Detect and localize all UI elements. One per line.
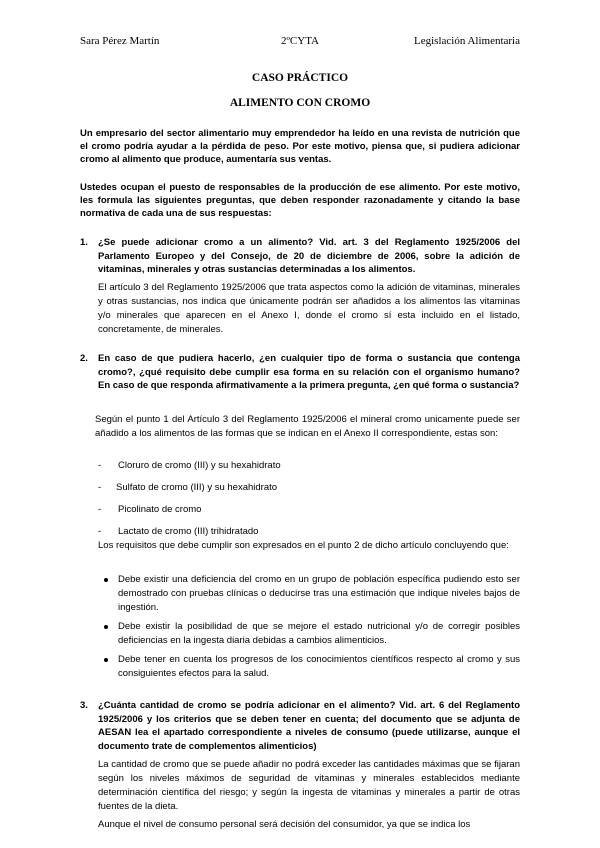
question-3: [80, 699, 520, 753]
answer-2: Según el punto 1 del Artículo 3 del Reglamento 1925/2006 el mineral cromo unicamente puede ser añadido a los alimentos de las formas que se indican en el Anexo II correspondiente, estas son:: [95, 414, 520, 439]
list-item: [98, 526, 518, 539]
question-number: 3.: [80, 700, 88, 711]
list-item: [98, 482, 518, 495]
question-number: 2.: [80, 353, 88, 364]
bullet-dot: [104, 578, 108, 582]
requirement-text: Debe existir la posibilidad de que se mejore el estado nutricional y/o de corregir posibles deficiencias en la ingesta diaria debidas a cambios alimenticios.: [118, 621, 520, 646]
list-dash: -: [98, 526, 102, 537]
requirement-bullet: [98, 620, 520, 648]
list-item-text: Picolinato de cromo: [118, 504, 202, 515]
requirements-intro: Los requisitos que debe cumplir son expresados en el punto 2 de dicho artículo concluyendo que:: [98, 540, 509, 551]
answer-3-continued: Aunque el nivel de consumo personal será decisión del consumidor, ya que se indica los: [98, 819, 471, 830]
question-text: En caso de que pudiera hacerlo, ¿en cualquier tipo de forma o sustancia que contenga cromo?, ¿qué requisito debe cumplir esa forma en su relación con el organismo humano? En caso de que responda afirmativamente a la primera pregunta, ¿en qué forma o sustancia?: [98, 353, 520, 391]
intro-paragraph-2: Ustedes ocupan el puesto de responsables de la producción de ese alimento. Por este motivo, les formula las siguientes preguntas, que deben responder razonadamente y citando la base normativa de cada una de sus respuestas:: [80, 182, 520, 219]
question-number: 1.: [80, 237, 88, 248]
page-header: [80, 35, 520, 49]
header-course: 2ºCYTA: [281, 35, 319, 47]
list-item-text: Lactato de cromo (III) trihidratado: [118, 526, 259, 537]
requirement-bullet: [98, 653, 520, 681]
bullet-dot: [104, 658, 108, 662]
header-subject: Legislación Alimentaria: [414, 35, 520, 47]
intro-paragraph-1: Un empresario del sector alimentario muy emprendedor ha leído en una revista de nutrición que el cromo podría ayudar a la pérdida de peso. Por este motivo, piensa que, si pudiera adicionar cromo al alimento que produce, aumentaría sus ventas.: [80, 128, 520, 165]
question-text: ¿Se puede adicionar cromo a un alimento? Vid. art. 3 del Reglamento 1925/2006 del Parlamento Europeo y del Consejo, de 20 de diciembre de 2006, sobre la adición de vitaminas, minerales y otras sustancias determinadas a los alimentos.: [98, 237, 520, 275]
answer-3: La cantidad de cromo que se puede añadir no podrá exceder las cantidades máximas que se fijaran según los niveles máximos de seguridad de vitaminas y minerales establecidos mediante determinación científica del riesgo; y según la ingesta de vitaminas y minerales a partir de otras fuentes de la dieta.: [98, 759, 520, 812]
list-dash: -: [98, 504, 102, 515]
answer-1: El artículo 3 del Reglamento 1925/2006 que trata aspectos como la adición de vitaminas, minerales y otras sustancias, nos indica que únicamente podrán ser añadidos a los alimentos las vitaminas y/o minerales que aparecen en el Anexo I, donde el cromo sí esta incluido en el listado, concretamente, de minerales.: [98, 282, 520, 335]
question-1: [80, 236, 520, 277]
question-2: [80, 352, 520, 393]
bullet-dot: [104, 625, 108, 629]
list-dash: -: [98, 460, 102, 471]
list-item: [98, 460, 518, 473]
list-item-text: Sulfato de cromo (III) y su hexahidrato: [116, 482, 278, 493]
requirement-bullet: [98, 573, 520, 615]
header-author: Sara Pérez Martín: [80, 35, 160, 47]
requirement-text: Debe existir una deficiencia del cromo en un grupo de población específica pudiendo esto ser demostrado con pruebas clínicas o deducirse tras una estimación que indique niveles bajos de ingestión.: [118, 574, 520, 613]
question-text: ¿Cuánta cantidad de cromo se podría adicionar en el alimento? Vid. art. 6 del Reglamento 1925/2006 y los criterios que se deben tener en cuenta; del documento que se adjunta de AESAN lea el apartado correspondiente a niveles de consumo (puede utilizarse, aunque el documento trate de complementos alimenticios): [98, 700, 520, 752]
document-title: CASO PRÁCTICO: [251, 72, 349, 84]
list-item-text: Cloruro de cromo (III) y su hexahidrato: [118, 460, 281, 471]
list-dash: -: [98, 482, 102, 493]
requirement-text: Debe tener en cuenta los progresos de los conocimientos científicos respecto al cromo y sus consiguientes efectos para la salud.: [118, 654, 520, 679]
list-item: [98, 504, 518, 517]
document-subtitle: ALIMENTO CON CROMO: [229, 97, 371, 109]
